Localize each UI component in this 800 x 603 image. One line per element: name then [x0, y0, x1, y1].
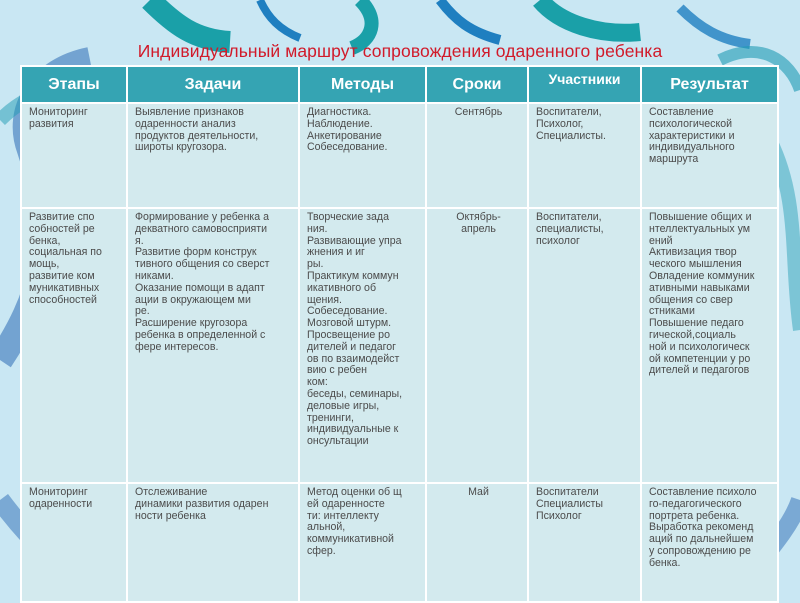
- cell-result: Составление психологической характеристики и индивидуального маршрута: [641, 103, 778, 208]
- table-row: [21, 483, 778, 602]
- support-route-table: [20, 65, 779, 603]
- cell-result: Составление психоло го-педагогического портрета ребенка. Выработка рекоменд аций по дальнейшем у сопровождению ре бенка.: [641, 483, 778, 602]
- cell-tasks: Отслеживание динамики развития одарен ности ребенка: [127, 483, 299, 602]
- cell-participants: Воспитатели, специалисты, психолог: [528, 208, 641, 483]
- cell-stage: Развитие спо собностей ре бенка, социальная по мощь, развитие ком муникативных способностей: [21, 208, 127, 483]
- cell-tasks: Формирование у ребенка а декватного самовосприяти я. Развитие форм конструк тивного общения со сверст никами. Оказание помощи в адапт ации в окружающем ми ре. Расширение кругозора ребенка в определенной с фере интересов.: [127, 208, 299, 483]
- header-terms: Сроки: [426, 66, 528, 103]
- cell-participants: Воспитатели, Психолог, Специалисты.: [528, 103, 641, 208]
- cell-methods: Диагностика. Наблюдение. Анкетирование Собеседование.: [299, 103, 426, 208]
- page-title: Индивидуальный маршрут сопровождения одаренного ребенка: [137, 41, 663, 61]
- cell-result: Повышение общих и нтеллектуальных ум ений Активизация твор ческого мышления Овладение коммуник ативными навыками общения со свер стниками Повышение педаго гической,социаль ной и психологическ ой компетенции у ро дителей и педагогов: [641, 208, 778, 483]
- header-result: Результат: [641, 66, 778, 103]
- table-header-row: [21, 66, 778, 103]
- cell-terms: Октябрь- апрель: [426, 208, 528, 483]
- table-row: [21, 103, 778, 208]
- table-row: [21, 208, 778, 483]
- cell-terms: Май: [426, 483, 528, 602]
- header-stages: Этапы: [21, 66, 127, 103]
- cell-stage: Мониторинг одаренности: [21, 483, 127, 602]
- cell-terms: Сентябрь: [426, 103, 528, 208]
- cell-methods: Метод оценки об щ ей одаренносте ти: интеллекту альной, коммуникативной сфер.: [299, 483, 426, 602]
- cell-participants: Воспитатели Специалисты Психолог: [528, 483, 641, 602]
- header-tasks: Задачи: [127, 66, 299, 103]
- header-participants: Участники: [528, 66, 641, 103]
- header-methods: Методы: [299, 66, 426, 103]
- cell-methods: Творческие зада ния. Развивающие упра жнения и иг ры. Практикум коммун икативного об щения. Собеседование. Мозговой штурм. Просвещение ро дителей и педагог ов по взаимодейст вию с ребен ком: беседы, семинары, деловые игры, тренинги, индивидуальные к онсультации: [299, 208, 426, 483]
- cell-stage: Мониторинг развития: [21, 103, 127, 208]
- cell-tasks: Выявление признаков одаренности анализ продуктов деятельности, широты кругозора.: [127, 103, 299, 208]
